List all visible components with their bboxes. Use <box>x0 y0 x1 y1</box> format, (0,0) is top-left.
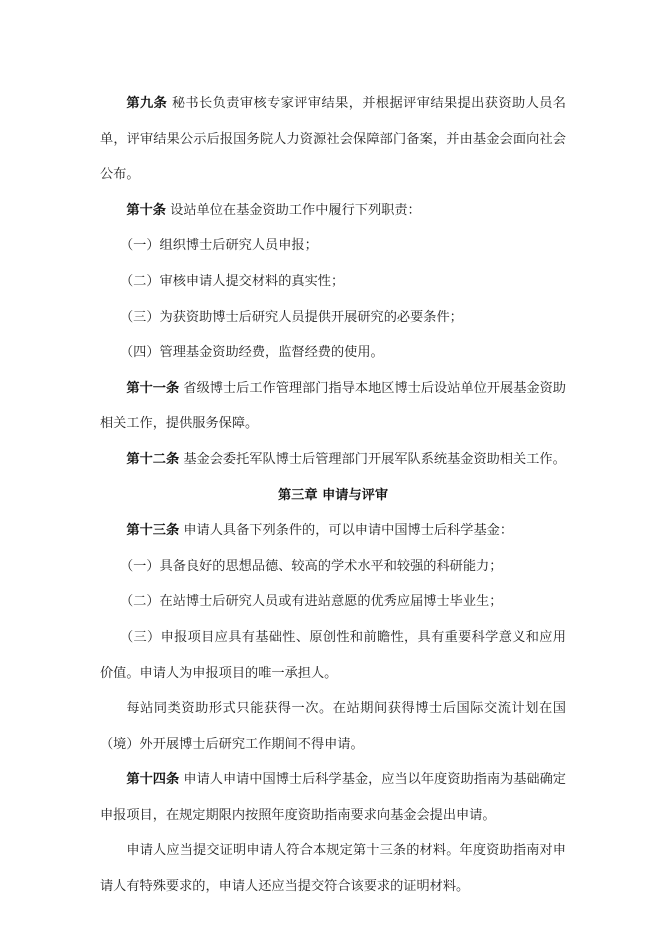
article-text: 申请人具备下列条件的，可以申请中国博士后科学基金： <box>179 523 514 539</box>
paragraph: 申请人应当提交证明申请人符合本规定第十三条的材料。年度资助指南对申请人有特殊要求的，申请人还应当提交符合该要求的证明材料。 <box>100 843 566 895</box>
paragraph: 每站同类资助形式只能获得一次。在站期间获得博士后国际交流计划在国（境）外开展博士后研究工作期间不得申请。 <box>100 701 566 752</box>
article-label: 第十一条 <box>126 380 180 396</box>
article-label: 第十条 <box>126 202 166 218</box>
list-item: （三）为获资助博士后研究人员提供开展研究的必要条件； <box>120 309 463 325</box>
article-text: 申请人申请中国博士后科学基金，应当以年度资助指南为基础确定申报项目，在规定期限内按照年度资助指南要求向基金会提出申请。 <box>100 772 566 823</box>
article-label: 第十三条 <box>126 523 180 539</box>
article-12 <box>100 442 566 478</box>
list-item: （二）审核申请人提交材料的真实性； <box>120 273 345 289</box>
list-item: （三）申报项目应具有基础性、原创性和前瞻性，具有重要科学意义和应用价值。申请人为申报项目的唯一承担人。 <box>100 629 566 681</box>
document-page <box>100 86 566 905</box>
article-label: 第十四条 <box>126 772 180 788</box>
article-text: 秘书长负责审核专家评审结果，并根据评审结果提出获资助人员名单，评审结果公示后报国务院人力资源社会保障部门备案，并由基金会面向社会公布。 <box>100 96 566 183</box>
chapter-title: 第三章 申请与评审 <box>277 487 389 503</box>
article-11 <box>100 371 566 442</box>
article-10 <box>100 193 566 229</box>
article-9 <box>100 86 566 193</box>
article-13 <box>100 513 566 549</box>
article-label: 第十二条 <box>126 451 180 467</box>
list-item: （一）组织博士后研究人员申报； <box>120 238 318 254</box>
article-14 <box>100 762 566 833</box>
list-item: （四）管理基金资助经费，监督经费的使用。 <box>120 345 384 361</box>
article-text: 设站单位在基金资助工作中履行下列职责： <box>165 202 421 218</box>
article-text: 省级博士后工作管理部门指导本地区博士后设站单位开展基金资助相关工作，提供服务保障。 <box>100 380 566 432</box>
list-item: （二）在站博士后研究人员或有进站意愿的优秀应届博士毕业生； <box>120 594 503 610</box>
list-item: （一）具备良好的思想品德、较高的学术水平和较强的科研能力； <box>120 558 503 574</box>
article-label: 第九条 <box>126 96 168 111</box>
article-text: 基金会委托军队博士后管理部门开展军队系统基金资助相关工作。 <box>179 451 566 467</box>
